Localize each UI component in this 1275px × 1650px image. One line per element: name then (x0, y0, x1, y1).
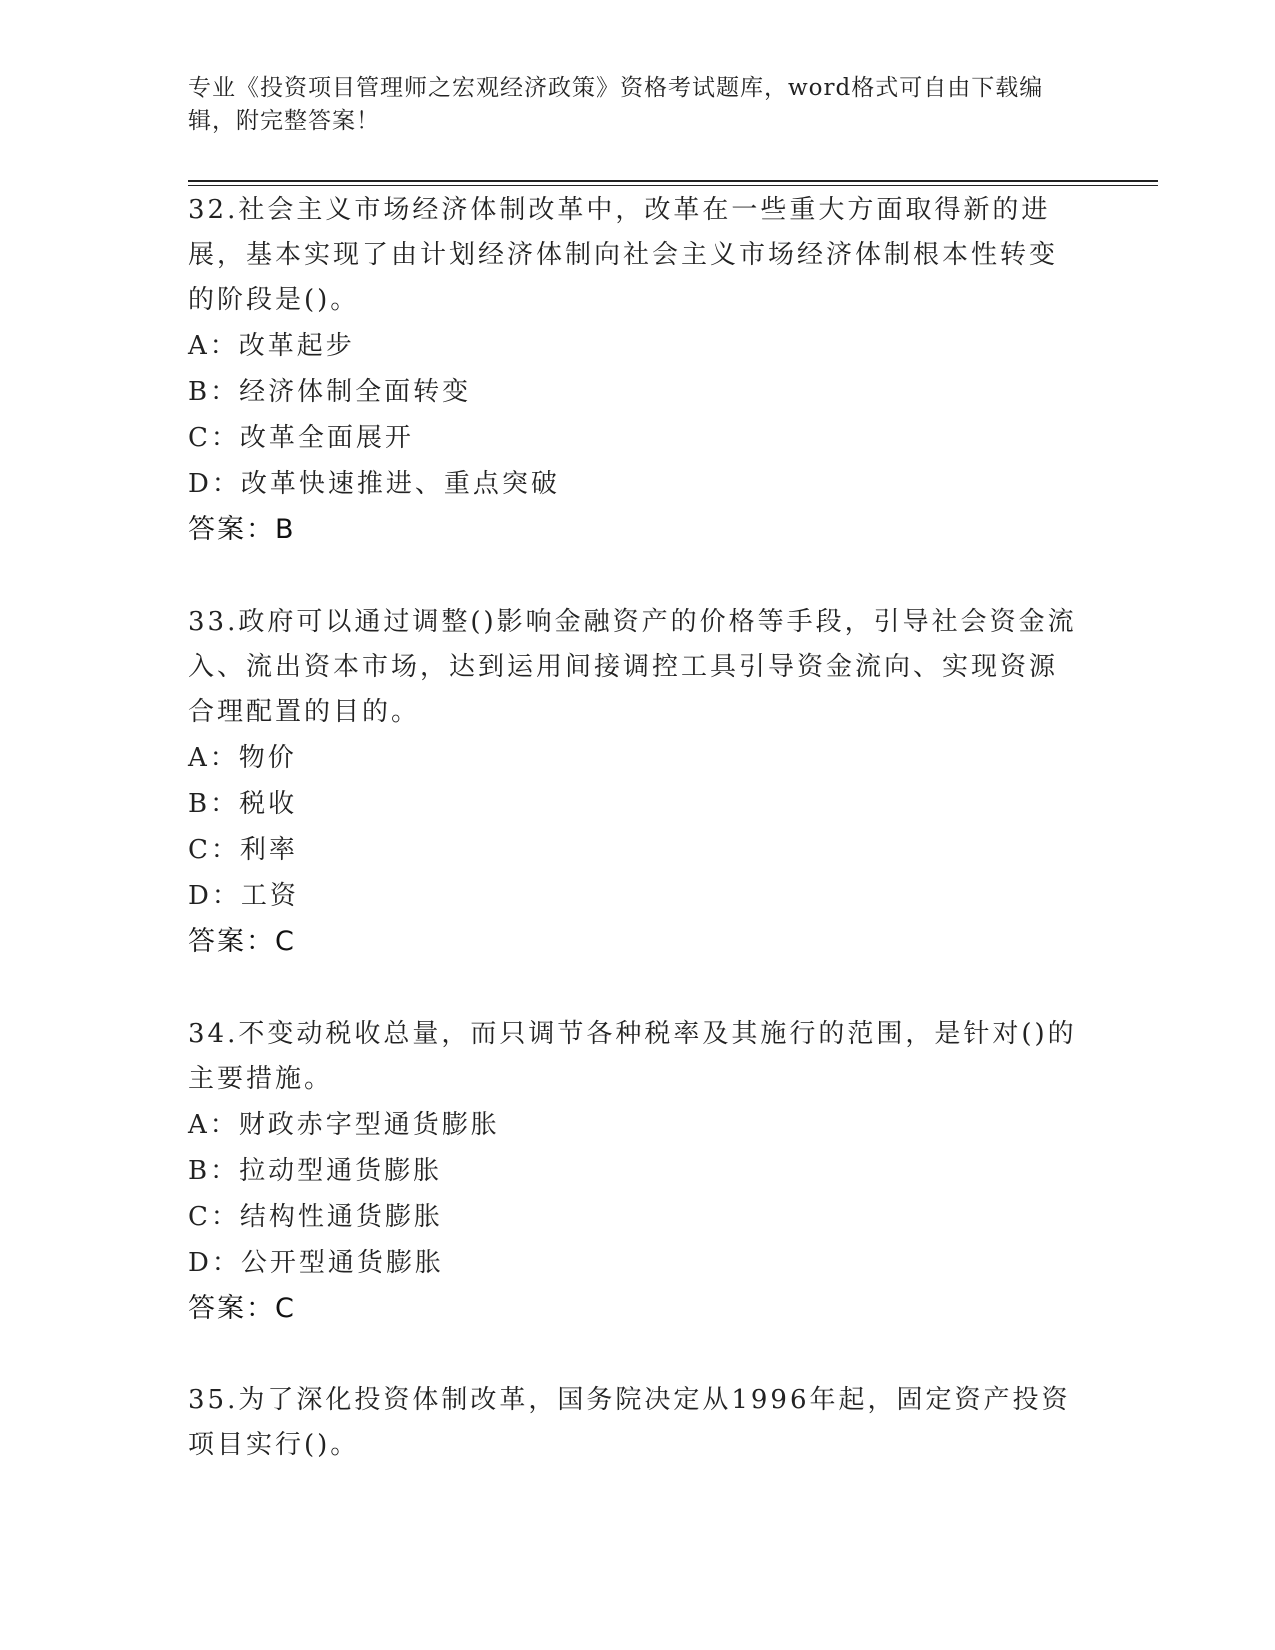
question-stem: 34.不变动税收总量，而只调节各种税率及其施行的范围，是针对()的主要措施。 (188, 1019, 1077, 1094)
answer: 答案：C (188, 926, 296, 957)
option-a: A：改革起步 (188, 331, 355, 361)
option-a: A：财政赤字型通货膨胀 (188, 1110, 500, 1140)
header-divider-thin (188, 185, 1158, 186)
option-b: B：拉动型通货膨胀 (188, 1156, 443, 1186)
answer: 答案：C (188, 1293, 296, 1324)
option-c: C：结构性通货膨胀 (188, 1202, 443, 1232)
question-stem: 32.社会主义市场经济体制改革中，改革在一些重大方面取得新的进展，基本实现了由计划经济体制向社会主义市场经济体制根本性转变的阶段是()。 (188, 195, 1059, 315)
option-a: A：物价 (188, 743, 297, 773)
option-b: B：税收 (188, 789, 298, 819)
question-stem: 35.为了深化投资体制改革，国务院决定从1996年起，固定资产投资项目实行()。 (188, 1385, 1071, 1460)
question-stem: 33.政府可以通过调整()影响金融资产的价格等手段，引导社会资金流入、流出资本市场，达到运用间接调控工具引导资金流向、实现资源合理配置的目的。 (188, 607, 1077, 727)
question-35 (188, 1378, 1078, 1468)
option-c: C：改革全面展开 (188, 423, 414, 453)
question-33 (188, 600, 1078, 965)
document-header: 专业《投资项目管理师之宏观经济政策》资格考试题库，word格式可自由下载编辑，附完整答案！ (188, 75, 1044, 134)
option-b: B：经济体制全面转变 (188, 377, 472, 407)
option-d: D：公开型通货膨胀 (188, 1248, 444, 1278)
option-d: D：工资 (188, 881, 299, 911)
option-d: D：改革快速推进、重点突破 (188, 469, 560, 499)
answer: 答案：B (188, 514, 296, 545)
option-c: C：利率 (188, 835, 298, 865)
question-32 (188, 188, 1078, 553)
question-34 (188, 1012, 1078, 1332)
header-divider-thick (188, 180, 1158, 182)
